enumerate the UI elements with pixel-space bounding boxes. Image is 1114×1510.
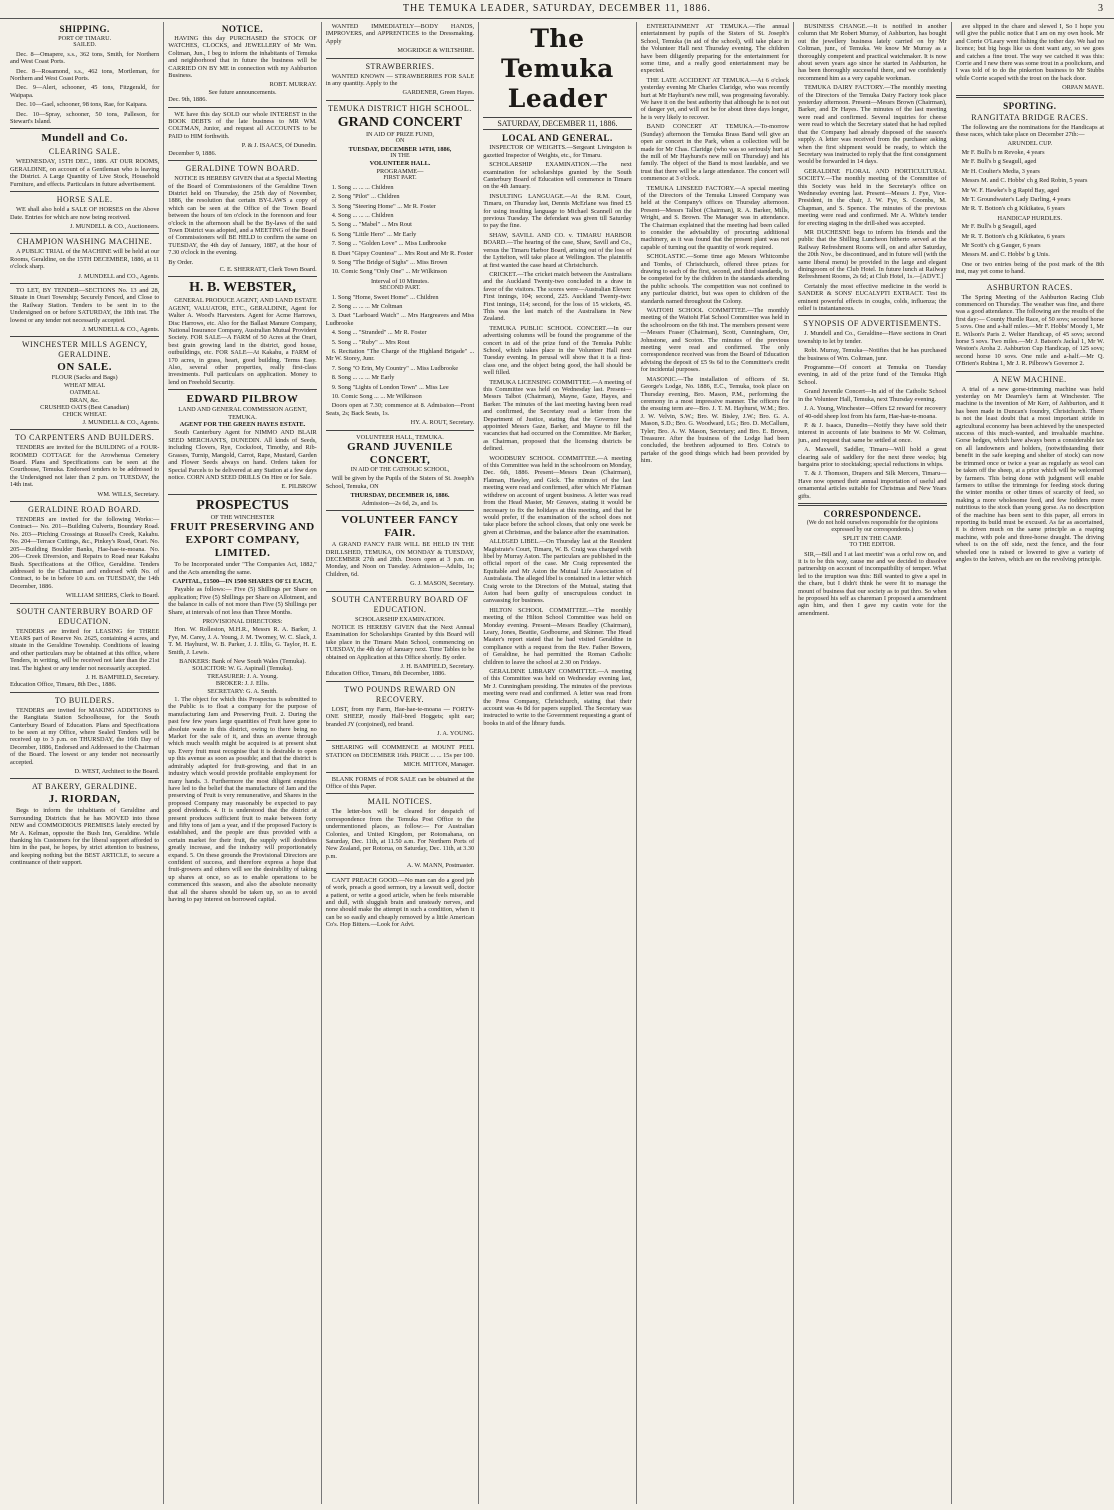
concert-date: TUESDAY, DECEMBER 14TH, 1886, xyxy=(348,145,452,153)
bankers: BANKERS: Bank of New South Wales (Temuka). xyxy=(179,658,306,665)
race-entry: Mr Scott's ch g Gauger, 6 years xyxy=(961,241,1041,249)
fancy-fair-text: A GRAND FANCY FAIR WILL BE HELD IN THE DRILLSHED, TEMUKA, ON MONDAY & TUESDAY, DECEMBER 27th and 28th. Doors open at 3 p.m. on Monday, and Noon on Tuesday. Admission—Adults, 1s; Children, 6d. xyxy=(325,541,475,578)
race-entry: Mr R. T. Botton's ch g Kikikatea, 6 years xyxy=(961,232,1065,240)
notice-heading: NOTICE. xyxy=(221,24,264,34)
wanted-text: WANTED IMMEDIATELY—BODY HANDS, IMPROVERS, and APPRENTICES to the Dressmaking. Apply xyxy=(325,23,475,45)
running-head-title: THE TEMUKA LEADER, SATURDAY, DECEMBER 11, 1886. xyxy=(402,3,712,14)
race-entry: Mr F. Bull's b g Seagull, aged xyxy=(961,158,1037,166)
rangitata-heading: RANGITATA BRIDGE RACES. xyxy=(971,112,1089,122)
shipping-item: Dec. 8—Omapere, s.s., 362 tons, Smith, for Northern and West Coast Ports. xyxy=(10,50,160,66)
concert-doors: Doors open at 7.30; commence at 8. Admission—Front Seats, 2s; Back Seats, 1s. xyxy=(325,402,475,417)
builders-sign: D. WEST, Architect to the Board. xyxy=(74,768,160,776)
notice-date: Dec. 9th, 1886. xyxy=(168,96,207,104)
letter-sign: ORPAN MAYE. xyxy=(1062,84,1105,92)
sold-date: December 9, 1886. xyxy=(168,149,217,157)
broker: BROKER: J. J. Ellis. xyxy=(215,680,270,688)
part2-heading: SECOND PART. xyxy=(379,285,421,292)
programme-item: 7. Song "O Erin, My Country" ... Miss Ludbrooke xyxy=(331,364,459,372)
to-let-text: TO LET, BY TENDER—SECTIONS No. 13 and 28, Situate in Orari Township; Securely Fenced, and Close to the Railway Station. Tenders to be sent in to the Undersigned on or before SATURDAY, the 18th inst. The lowest or any tender not necessarily accepted. xyxy=(10,286,160,324)
news-paragraph: Certainly the most effective medicine in the world is SANDER & SONS' EUCALYPTI EXTRACT. Test its eminent powerful effects in coughs, colds, influenza; the relief is instantaneous. xyxy=(798,282,947,313)
programme-item: 1. Song ... ... ... Children xyxy=(331,183,394,191)
hurdle-list xyxy=(956,223,1104,275)
scb-sign: J. H. BAMFIELD, Secretary. xyxy=(85,673,160,681)
company-secretary: SECRETARY: G. A. Smith. xyxy=(207,687,278,695)
juvenile-text: Will be given by the Pupils of the Sisters of St. Joseph's School, Temuka, ON xyxy=(325,475,475,490)
webster-heading: H. B. WEBSTER, xyxy=(189,280,296,296)
part1-heading: FIRST PART. xyxy=(383,175,417,182)
shipping-item: Dec. 10—Gael, schooner, 98 tons, Rae, for Kaipara. xyxy=(16,101,148,109)
mundell-heading: Mundell and Co. xyxy=(41,132,128,145)
machine-text: A trial of a new gorse-trimming machine was held yesterday on Mr Dearnley's farm at Winchester. The machine is the invention of Mr Kerr, of Ashburton, and it has been made in Duncan's foundry, Christchurch. There is not the least doubt that a most important stride in agricultural economy has been achieved by the unexpected success of this much-wanted, and invaluable machine. Gorse hedges, which have always been a considerable tax on all landowners and holders, (notwithstanding their benefit in the safe keeping and shelter of stock) can now be trimmed once or twice a year as regularly as wool can be taken off the sheep, at a price which will be welcomed by farmers. This being done with judgment will enable farmers to utilise the trimmings for feeding stock during the winter months or other times of scarcity of feed, so making a more wholesome feed, and few fodders more nutritious to the stock than young gorse. As no description of the machine has been sent to this paper, all errors in reporting its build must be excused. As far as ascertained, it is driven much on the same principle as a reaping machine, with pole and three-horse draught. The driving wheel is on the off side, next the fence, and the four wheeled one is raised or lowered to give a variety of angles to the knives, which are on the revolving principle. xyxy=(955,385,1105,563)
town-board-heading: GERALDINE TOWN BOARD. xyxy=(185,164,300,174)
on-sale-heading: ON SALE. xyxy=(57,361,113,374)
goods-item: FLOUR (Sacks and Bags) xyxy=(51,374,118,382)
builders-text: TENDERS are invited for MAKING ADDITIONS to the Rangitata Station Schoolhouse, for the South Canterbury Board of Education. Plans and Specifications to be seen at my Office, where Sealed Tenders will be received up to 3 p.m. on THURSDAY, the 16th Day of December, 1886, Endorsed and Addressed to the Chairman of the Board. The lowest or any tender not necessarily accepted. xyxy=(10,706,160,766)
machine-heading: A NEW MACHINE. xyxy=(992,374,1067,384)
news-paragraph: GERALDINE FLORAL AND HORTICULTURAL SOCIETY.—The monthly meeting of the Committee of this Society was held in the Secretary's office on Wednesday evening last. Present—Messrs J. Fye, Vice-President, in the chair, J. W. Fye, S. Coombs, M. Chapman, and S. Spence. The minutes of the previous meeting were read and confirmed. Mr A. White's tender for erecting staging in the drill-shed was accepted. xyxy=(798,167,947,227)
horse-sale-text: WE shall also hold a SALE OF HORSES on the Above Date. Entries for which are now being received. xyxy=(10,206,160,221)
prospectus-of: OF THE WINCHESTER xyxy=(210,513,275,521)
mail-sign: A. W. MANN, Postmaster. xyxy=(406,862,475,870)
treasurer: TREASURER: J. A. Young. xyxy=(207,672,278,680)
programme-item: 8. Duet "Gipsy Countess" ... Mrs Rout and Mr R. Foster xyxy=(331,249,474,257)
synopsis-item: Robt. Murray, Temuka—Notifies that he has purchased the business of Wm. Coltman, junr. xyxy=(798,347,947,362)
race-entry: Mr F. Bull's b g Seagull, aged xyxy=(961,223,1037,231)
shipping-heading: SHIPPING. xyxy=(59,24,110,34)
sailed-heading: SAILED. xyxy=(73,42,97,49)
news-paragraph: ALLEGED LIBEL.—On Thursday last at the Resident Magistrate's Court, Timaru, W. B. Craig was charged with libel by Murray Aston. The particulars are published in the official report of the case. Mr Craig represented the Equitable and Mr Aston the Mutual Life Association of Australasia. The alleged libel is contained in a letter which Craig wrote to the Directors of the Mutual, stating that Aston had been guilty of unscrupulous conduct in canvassing for business. xyxy=(483,538,632,605)
letter-text: SIR,—Bill and I at last meetin' was a orful row on, and it is to be this way, cause me and we decided to dissolve partnership on account of incompatibility of temper. What led to the irruption was this: Bill wanted to give a spel in the chare, but I didn't think he were fit to manage the mount of business that our society as to put thro. So when he proposed his self as chareman I proposed a amendment agin him, and then I gave my castin vote for the amendment. xyxy=(798,550,947,617)
news-paragraph: WOODBURY SCHOOL COMMITTEE.—A meeting of this Committee was held in the schoolroom on Monday, Dec. 6th, 1886. Present—Messrs Dean (Chairman), Flatman, Hawley, and Gick. The minutes of the last meeting were read and confirmed, after which Mr Flatman withdrew on account of urgent business. A letter was read from the Head Master, Mr Greaves, stating it would be necessary to fix the holidays at this meeting, and that he would prefer, if the examination of the school does not take place before the school closes, that only one week be given at Christmas, and the balance after the examination. xyxy=(483,454,632,536)
news-paragraph: SCHOLARSHIP EXAMINATION.—The next examination for scholarships granted by the South Canterbury Board of Education will commence in Timaru on the 4th January. xyxy=(483,161,632,191)
cant-preach-text: CAN'T PREACH GOOD.—No man can do a good job of work, preach a good sermon, try a lawsuit well, doctor a patient, or write a good article, when he feels miserable and dull, with sluggish brain and unsteady nerves, and none should make the attempt in such a condition, when it can be so easily and cheaply removed by a little American Co's. Hop Bitters.—Look for Advt. xyxy=(325,876,475,929)
goods-item: WHEAT MEAL xyxy=(63,381,106,389)
local-news-end xyxy=(798,23,946,312)
road-board-heading: GERALDINE ROAD BOARD. xyxy=(28,505,142,515)
carpenters-heading: TO CARPENTERS AND BUILDERS. xyxy=(15,433,155,443)
goods-item: CHICK WHEAT. xyxy=(62,411,107,419)
news-paragraph: HILTON SCHOOL COMMITTEE.—The monthly meeting of the Hilton School Committee was held on Monday evening. Present—Messrs Bradley (Chairman), Leary, Jones, Beattie, Godbourne, and Skinner. The Head Master's report stated that he had visited Geraldine in compliance with a request from the Rev. Father Bowers, of Geraldine, he had permitted the Roman Catholic children to leave the school at 2.30 on Fridays. xyxy=(483,606,632,666)
pilbrow-heading: EDWARD PILBROW xyxy=(186,393,299,406)
scb-text: TENDERS are invited for LEASING for THREE YEARS part of Reserve No. 2625, containing 4 acres, and situate in the Geraldine Township. Conditions of leasing and other particulars may be obtained at this office, where Tenders, in writing, will be received not later than the 21st inst. The highest or any tender not necessarily accepted. xyxy=(10,627,160,672)
sold-sign: P. & J. ISAACS, Of Dunedin. xyxy=(241,142,317,150)
part2-list xyxy=(326,294,474,401)
bakery-text: Begs to inform the inhabitants of Geraldine and Surrounding Districts that he has MOVED into those NEW and COMMODIOUS PREMISES lately erected by Mr A. Kelman, opposite the Bush Inn, Geraldine. While thanking his Customers for the liberal support afforded to him in the past, he hopes, by strict attention to business, and keeping nothing but the BEST ARTICLE, to secure a continuance of their support. xyxy=(10,807,160,867)
champion-text: A PUBLIC TRIAL of the MACHINE will be held at our Rooms, Geraldine, on the 15TH DECEMBER, 1886, at 11 o'clock sharp. xyxy=(10,248,160,271)
town-board-by: By Order. xyxy=(168,258,194,266)
solicitor: SOLICITOR: W. G. Aspinall (Temuka). xyxy=(192,665,293,673)
pilbrow-sub: LAND AND GENERAL COMMISSION AGENT, TEMUKA. xyxy=(178,406,307,421)
column-6 xyxy=(793,22,950,1504)
goods-item: CRUSHED OATS (Best Canadian) xyxy=(40,404,130,411)
race-entry: Mr F. Bull's b m Revoke, 4 years xyxy=(961,148,1045,156)
news-paragraph: INSPECTOR OF WEIGHTS.—Sergeant Livingston is gazetted Inspector of Weights, etc., for Timaru. xyxy=(483,144,632,159)
scb-date: Education Office, Timaru, 8th Dec., 1886. xyxy=(10,681,117,689)
webster-text: GENERAL PRODUCE AGENT, AND LAND ESTATE AGENT, VALUATOR, ETC., GERALDINE, Agent for Walter A. Wood's Harvesters. Agent for Acme Harrows, Disc Harrows, etc. Also for the Ballast Manure Company, National Insurance Company, Australian Mutual Provident Society. FOR SALE—A FARM of 50 Acres at the Orari, best grain growing land in the district, good house, outbuildings, etc. FOR SALE—At Kakahu, a FARM of 170 acres, in grass, heart, good building. Terms Easy. Also, several other properties, really first-class investments. Full particulars on application. Money to lend on Freehold Security. xyxy=(168,297,317,386)
strawberries-text: WANTED KNOWN — STRAWBERRIES FOR SALE in any quantity. Apply to the xyxy=(325,72,475,88)
concert-on: ON xyxy=(395,138,405,145)
champion-sign: J. MUNDELL and CO., Agents. xyxy=(78,272,160,280)
prospectus-intro: To be Incorporated under "The Companies Act, 1882," and the Acts amending the same. xyxy=(168,561,317,576)
exam-date: Education Office, Timaru, 8th December, 1886. xyxy=(325,670,446,678)
winchester-mills-heading: WINCHESTER MILLS AGENCY, GERALDINE. xyxy=(21,340,148,360)
high-school-heading: TEMUKA DISTRICT HIGH SCHOOL. xyxy=(328,103,472,113)
letter-title: SPLIT IN THE CAMP. xyxy=(842,534,902,542)
synopsis-list xyxy=(798,330,946,500)
news-paragraph: BUSINESS CHANGE.—It is notified in another column that Mr Robert Murray, of Ashburton, has bought out the jewellery business lately carried on by Mr Coltman, junr., of Temuka. We know Mr Murray as a thoroughly competent and practical watchmaker. It is now about seven years ago since he started in Ashburton, he has been thoroughly successful there, and we confidently recommend him as a very capable workman. xyxy=(798,23,947,82)
programme-item: 10. Comic Song ... ... Mr Wilkinson xyxy=(331,393,422,401)
correspondence-heading: CORRESPONDENCE. xyxy=(823,508,922,519)
to-let-sign: J. MUNDELL & CO., Agents. xyxy=(82,325,160,333)
race-entry: Mr H. Coulter's Media, 3 years xyxy=(961,167,1040,175)
part1-list xyxy=(326,184,474,276)
news-paragraph: SCHOLASTIC.—Some time ago Messrs Whitcombe and Tombs, of Christchurch, offered three prizes for drawing to each of the first, second, and third standards, to be competed for by the children in the standards attending the public schools. The competition was not confined to any particular district, but was open to children of the standards named throughout the Colony. xyxy=(640,253,790,305)
road-board-sign: WILLIAM SHIERS, Clerk to Board. xyxy=(65,592,160,600)
wanted-sign: MOGRIDGE & WILTSHIRE. xyxy=(397,47,475,55)
programme-item: 6. Recitation "The Charge of the Highland Brigade" ... Mr W. Storey, Junr. xyxy=(325,348,475,363)
sporting-heading: SPORTING. xyxy=(1003,100,1057,111)
news-paragraph: WAITOHI SCHOOL COMMITTEE.—The monthly meeting of the Waitohi Flat School Committee was held in the schoolroom on the 6th inst. The members present were—Messrs Fraser (Chairman), Scott, Cunningham, Orr, Johnstone, and Scoton. The minutes of the previous meeting were read and confirmed. The only correspondence received was from the Board of Education advising the deposit of £5 9s 6d to the Committee's credit for incidental purposes. xyxy=(640,307,790,374)
exam-sub: SCHOLARSHIP EXAMINATION. xyxy=(354,615,445,623)
hurdle-heading: HANDICAP HURDLES. xyxy=(997,214,1063,222)
concert-heading: GRAND CONCERT xyxy=(337,114,463,130)
local-news-continued xyxy=(641,23,789,465)
mail-heading: MAIL NOTICES. xyxy=(367,797,433,807)
blank-forms-text: BLANK FORMS of FOR SALE can be obtained at the Office of this Paper. xyxy=(325,775,475,791)
race-entry: Mr T. Groundwater's Lady Darling, 4 years xyxy=(961,195,1071,203)
news-paragraph: TEMUKA LINSEED FACTORY.—A special meeting of the Directors of the Temuka Linseed Company was held at the Company's offices on Thursday afternoon. Present—Messrs Talbot (Chairman), R. A. Barker, Mills, Wright, and S. Brown. The Manager was in attendance. The Chairman explained that the meeting had been called to consider the advisability of procuring additional machinery, as it was found that the present plant was not capable of turning out the quantity of work required. xyxy=(640,184,790,251)
synopsis-item: Programme—Of concert at Temuka on Tuesday evening, in aid of the prize fund of the Temuka High School. xyxy=(798,364,947,386)
local-news xyxy=(483,144,631,727)
news-paragraph: CRICKET.—The cricket match between the Australians and the Auckland Twenty-two concluded in a draw in favor of the visitors. The scores were—Australian Eleven: First innings, 104; second, 225. Auckland Twenty-two: First innings, 114; second, for the loss of 15 wickets, 45. This was the last match of the Australians in New Zealand. xyxy=(483,270,632,323)
strawberries-heading: STRAWBERRIES. xyxy=(365,61,435,71)
rangitata-text: The following are the nominations for the Handicaps at these races, which take place on December 27th:— xyxy=(955,123,1105,139)
interval: Interval of 10 Minutes. xyxy=(370,277,429,285)
newspaper-flag: The Temuka Leader xyxy=(501,24,614,113)
letter-continued: ave slipped in the chare and slewed I, So I hope you will give the public notice that I am on my own hook. Mr and Corrie O'Leary went fishing the tother day. We had no licence; but big hogs like us dont want any, so we goes and catches a fine trout. The way we catched it was this: Corrie and I new there was some trout in a poolickum, and I was told of to do the pinkerton business to Mr Stubbs while Corrie scaped with the trout on the back door. xyxy=(955,23,1105,82)
column-3 xyxy=(321,22,478,1504)
programme-item: 2. Song ... ... ... Mr Coltman xyxy=(331,302,403,310)
horse-sale-sign: J. MUNDELL & CO., Auctioneers. xyxy=(69,222,160,230)
programme-item: 3. Song "Steering Home" ... Mr R. Foster xyxy=(331,202,436,210)
synopsis-heading: SYNOPSIS OF ADVERTISEMENTS. xyxy=(803,319,942,329)
race-entry: Messrs M. and C. Hobbs' ch g Red Robin, 5 years xyxy=(961,177,1088,185)
sold-text: WE have this day SOLD our whole INTEREST in the BOOK DEBTS of the late business to MR WM. COLTMAN, Junior, and request all ACCOUNTS to be PAID to HIM forthwith. xyxy=(168,110,317,140)
juvenile-date: THURSDAY, DECEMBER 16, 1886. xyxy=(350,492,450,500)
news-paragraph: TEMUKA LICENSING COMMITTEE.—A meeting of this Committee was held on Wednesday last. Present—Messrs Talbot (Chairman), Mayne, Gaze, Hayes, and Barker. The minutes of the last meeting having been read and confirmed, the Secretary read a letter from the Department of Justice, stating that the Governor had appointed Messrs Gaze, Barker, and Mayne to fill the vacancies that had occurred on the Committee. Mr Barker, as Chairman, proposed that the licensing districts be defined. xyxy=(483,378,632,453)
pilbrow-agent: AGENT FOR THE GREEN HAYES ESTATE. xyxy=(179,421,306,429)
programme-item: 2. Song "Pilot" ... Children xyxy=(331,193,400,201)
news-paragraph: MR DUCHESNE begs to inform his friends and the public that the Shilling Luncheon hitherto served at the Railway Refreshment Rooms will, on and after Saturday, the 20th Nov., be discontinued, and in future will (with the same liberal menu) be provided in the large and elegant diningroom of the Club Hotel. In future lunch at Railway Refreshment Rooms, 2s 6d; at Club Hotel, 1s.—[ADVT.] xyxy=(798,228,947,281)
directors-text: Hon. W. Rolleston, M.H.R., Messrs R. A. Barker, J. Fye, M. Carey, J. A. Young, J. M. Twomey, W. C. Slack, J. T. M. Hayhurst, W. B. Parker, J. J. Ellis, G. Taylor, H. E. Smith, J. Lewis. xyxy=(168,626,317,656)
exam-heading: SOUTH CANTERBURY BOARD OF EDUCATION. xyxy=(331,594,469,614)
carpenters-text: TENDERS are invited for the BUILDING of a FOUR-ROOMED COTTAGE for the Arowhenua Cemetery Board. Plans and Specifications can be seen at the Courthouse, Temuka. Endorsed tenders to be addressed to the Undersigned not later than 2 p.m. on TUESDAY, the 14th inst. xyxy=(10,444,160,489)
horse-sale-heading: HORSE SALE. xyxy=(56,195,113,205)
programme-item: 9. Song "Lights of London Town" ... Miss Lee xyxy=(331,383,449,391)
clearing-sale-text: WEDNESDAY, 15TH DEC., 1886. AT OUR ROOMS, GERALDINE, on account of a Gentleman who is leaving the District. A Large Quantity of Live Stock, Household Furniture, and effects. Particulars in future advertisement. xyxy=(10,158,160,188)
goods-sign: J. MUNDELL & CO., Agents. xyxy=(82,418,160,426)
synopsis-item: J. Mundell and Co., Geraldine—Have sections in Orari township to let by tender. xyxy=(798,330,947,345)
fancy-fair-sign: G. J. MASON, Secretary. xyxy=(410,580,475,588)
news-paragraph: INSULTING LANGUAGE.—At the R.M. Court, Timaru, on Thursday last, Dennis McErlane was fined £5 for using insulting language to Michael Scannell on the previous Tuesday. The defendant was given till Saturday to pay the fine. xyxy=(483,192,632,230)
clearing-sale-heading: CLEARING SALE. xyxy=(48,147,121,157)
news-paragraph: ENTERTAINMENT AT TEMUKA.—The annual entertainment by pupils of the Sisters of St. Joseph's School, Temuka (in aid of the school), will take place in the Volunteer Hall next Thursday evening. The children have been diligently preparing for the entertainment for some time, and a really good entertainment may be expected. xyxy=(640,23,790,75)
bakery-heading: AT BAKERY, GERALDINE. xyxy=(31,782,138,792)
column-1 xyxy=(6,22,163,1504)
correspondence-note: (We do not hold ourselves responsible for the opinions expressed by our correspondents.) xyxy=(806,519,938,534)
road-board-text: TENDERS are invited for the following Works:— Contract— No. 201—Building Culverts, Boundary Road. No. 203—Pitching Crossings at Russell's Creek, Kakahu. No. 204—Terrace Cuttings, &c., Pinkey's Road, Orari. No. 205—Building Boulder Banks, Hae-hae-te-moana. No. 206—Creek Diversion, and Repairs to Road near Kakahu Bush. Specifications at the Office, Geraldine. Tenders addressed to the Chairman and endorsed with No. of Contract, to be in before 10 a.m. on TUESDAY, the 14th December, 1886. xyxy=(10,516,160,590)
carpenters-sign: WM. WILLS, Secretary. xyxy=(97,490,160,498)
news-paragraph: GERALDINE LIBRARY COMMITTEE.—A meeting of this Committee was held on Wednesday evening last, Mr J. Cunningham presiding. The minutes of the previous meeting were read and confirmed. A letter was read from the Press Company, Christchurch, stating that their account was 4s 8d for papers supplied. The Secretary was instructed to write to the Government requesting a grant of books in aid of the library funds. xyxy=(483,668,632,727)
juvenile-admission: Admission—2s 6d, 2s, and 1s. xyxy=(361,499,439,507)
shipping-item: Dec. 9—Alert, schooner, 45 tons, Fitzgerald, for Waipapa. xyxy=(10,84,160,99)
programme-item: 10. Comic Song "Only One" ... Mr Wilkinson xyxy=(331,268,447,276)
reward-text: LOST, from my Farm, Hae-hae-te-moana — FORTY-ONE SHEEP, mostly Half-bred Hoggets; split ear; branded JY (conjoined), red brand. xyxy=(325,705,475,728)
shearing-sign: MICH. MITTON, Manager. xyxy=(403,761,475,769)
pilbrow-sign: E. PILBROW xyxy=(281,483,317,491)
race-entry: Messrs M. and C. Hobbs' b g Unis. xyxy=(961,251,1050,259)
synopsis-item: T. & J. Thomson, Drapers and Silk Mercers, Timaru—Have now opened their annual importation of useful and ornamental articles suitable for Christmas and New Years gifts. xyxy=(798,470,947,500)
notice-sign: ROBT. MURRAY. xyxy=(269,81,317,89)
programme-item: 5. Song ... "Ruby" ... Mrs Rout xyxy=(331,338,410,346)
programme-item: 6. Song "Little Hero" ... Mr Early xyxy=(331,230,417,238)
synopsis-item: J. A. Young, Winchester—Offers £2 reward for recovery of 40-odd sheep lost from his farm, Hae-hae-te-moana. xyxy=(798,405,947,420)
scb-heading: SOUTH CANTERBURY BOARD OF EDUCATION. xyxy=(16,606,154,626)
concert-sign: HY. A. ROUT, Secretary. xyxy=(410,419,475,427)
town-board-sign: C. E. SHERRATT, Clerk Town Board. xyxy=(219,265,317,273)
dateline: SATURDAY, DECEMBER 11, 1886. xyxy=(483,117,631,130)
synopsis-item: Grand Juvenile Concert—In aid of the Catholic School in the Volunteer Hall, Temuka, next Thursday evening. xyxy=(798,388,947,403)
concert-sub: IN AID OF PRIZE FUND, xyxy=(365,130,434,138)
concert-hall: VOLUNTEER HALL. xyxy=(369,160,431,168)
ashburton-heading: ASHBURTON RACES. xyxy=(986,282,1073,292)
news-paragraph: THE LATE ACCIDENT AT TEMUKA.—At 6 o'clock yesterday evening Mr Charles Claridge, who was recently hurt at Mr Hayhurst's new mill, was progressing favorably. We have it on the best authority that although he is not out of danger yet, and will not be for about three days longer, he is very likely to recover. xyxy=(640,76,790,121)
reward-sign: J. A. YOUNG. xyxy=(437,730,475,737)
columns xyxy=(6,22,1108,1504)
mail-text: The letter-box will be cleared for despatch of correspondence from the Temuka Post Office to the undermentioned places, as follow:— For Australian Colonies, and United Kingdom, per Rotomahana, on Saturday, Dec. 11th, at 11.50 a.m. For Northern Ports of New Zealand, per Rotorua, on Saturday, Dec. 11th, at 3.30 p.m. xyxy=(325,808,475,860)
notice-sub: See future announcements. xyxy=(208,88,277,96)
news-paragraph: TEMUKA PUBLIC SCHOOL CONCERT.—In our advertising columns will be found the programme of the concert in aid of the prize fund of the Temuka Public School, which takes place in the Volunteer Hall next Tuesday evening. In perusal will show that it is a first-class one, and the object being good, the hall should be well filled. xyxy=(483,324,632,377)
ashburton-text: The Spring Meeting of the Ashburton Racing Club commenced on Thursday. The weather was fine, and there was a good attendance. The following are the results of the first day:— County Hurdle Race, of 50 sovs; second horse 5 sovs. One and a-half miles.—Mr F. Hobbs' Moody 1, Mr E. Wilson's Paris 2. Welter Handicap, of 45 sovs; second horse 5 sovs. Two miles.—Mr J. Batson's Jackal 1, Mr W. Weston's Aroha 2. Ashburton Cup Handicap, of 125 sovs; second horse 10 sovs. One mile and a-half.—Mr Q. O'Brien's Rubina 1, Mr J. R. Pilbrow's Governor 2. xyxy=(955,293,1105,368)
capital-heading: CAPITAL, £1500—IN 1500 SHARES OF £1 EACH, xyxy=(172,577,313,585)
programme-heading: PROGRAMME— xyxy=(376,167,424,175)
directors-heading: PROVISIONAL DIRECTORS: xyxy=(202,617,283,625)
capital-text: Payable as follows:— Five (5) Shillings per Share on application; Five (5) Shillings per Share on Allotment, and the balance in calls of not more than Five (5) Shillings per Share, at intervals of not less than Three Months. xyxy=(168,586,317,616)
programme-item: 1. Song "Home, Sweet Home" ... Children xyxy=(331,293,439,301)
column-4 xyxy=(478,22,635,1504)
programme-item: 9. Song "The Bridge of Sighs" ... Miss Brown xyxy=(331,258,448,266)
race-entry: One or two entries being of the post mark of the 8th inst, may yet come to hand. xyxy=(955,260,1105,276)
programme-item: 7. Song ... "Golden Love" ... Miss Ludbrooke xyxy=(331,240,447,248)
news-paragraph: BAND CONCERT AT TEMUKA.—To-morrow (Sunday) afternoon the Temuka Brass Band will give an open air concert in the Park, when a collection will be made for Mr Chas. Claridge (who was so seriously hurt at the mill of Mr Hayhurst's new mill on Thursday) and his family. The object of the Band is most laudable, and we trust that there will be a large attendance. The concert will commence at 3 o'clock. xyxy=(640,123,790,183)
pilbrow-text: South Canterbury Agent for NIMMO AND BLAIR SEED MERCHANTS, DUNEDIN. All kinds of Seeds, including Clovers, Rye, Cocksfoot, Timothy, and Rib-Grasses, Turnip, Mangold, Carrot, Rape, Mustard, Garden and Flower Seeds always on hand. Orders taken for Special Parcels to be delivered at any Station at a few days notice. CORN AND SEED DRILLS On Hire or for Sale. xyxy=(168,429,317,481)
race-entry: Mr W. F. Hawke's b g Rapid Bay, aged xyxy=(961,186,1060,194)
juvenile-heading: GRAND JUVENILE CONCERT, xyxy=(347,441,453,467)
notice-text: HAVING this day PURCHASED the STOCK OF WATCHES, CLOCKS, and JEWELLERY of Mr Wm. Coltman, Jun., I beg to inform the inhabitants of Temuka and neighborhood that in future the business will be CARRIED ON BY ME in connection with my Ashburton Business. xyxy=(168,35,317,80)
goods-item: OATMEAL xyxy=(69,389,100,397)
bakery-name: J. RIORDAN, xyxy=(48,793,121,806)
programme-item: 8. Song ... ... ... Mr Early xyxy=(331,374,395,382)
shipping-list xyxy=(10,51,159,126)
synopsis-item: A. Maxwell, Saddler, Timaru—Will hold a great clearing sale of saddlery for the next three weeks; big bargains prior to stocktaking; special reductions in whips. xyxy=(798,446,947,468)
programme-item: 4. Song ... ... ... Children xyxy=(331,211,394,219)
programme-item: 3. Duet "Larboard Watch" ... Mrs Hargreaves and Miss Ludbrooke xyxy=(325,312,475,327)
news-paragraph: SHAW, SAVILL AND CO. v. TIMARU HARBOR BOARD.—The hearing of the case, Shaw, Savill and Co., versus the Timaru Harbor Board, arising out of the loss of the Lyttelton, will take place at Wellington. The plaintiffs at first wanted the case heard at Christchurch. xyxy=(483,231,632,269)
column-7 xyxy=(951,22,1108,1504)
exam-sign: J. H. BAMFIELD, Secretary. xyxy=(400,662,475,670)
page-number: 3 xyxy=(1098,3,1104,14)
news-paragraph: TEMUKA DAIRY FACTORY.—The monthly meeting of the Directors of the Temuka Dairy Factory took place yesterday afternoon. Present—Messrs Brown (Chairman), Barker, and Dr Hayes. The minutes of the last meeting were read and confirmed. Several inquiries for cheese were read to which the Secretary stated that he had replied that the Company had already disposed of the season's supply. A letter was received from the purchaser asking when the first shipment would be ready, to which the Secretary was instructed to reply that the first consignment would be forwarded in 14 days. xyxy=(798,84,947,166)
port-heading: PORT OF TIMARU. xyxy=(58,35,112,42)
column-5 xyxy=(636,22,793,1504)
shipping-item: Dec. 10—Spray, schooner, 50 tons, Palleson, for Stewart's Island. xyxy=(10,110,160,126)
programme-item: 5. Song ... "Mabel" ... Mrs Rout xyxy=(331,221,412,229)
champion-heading: CHAMPION WASHING MACHINE. xyxy=(17,237,153,247)
arundel-list xyxy=(956,149,1104,213)
town-board-text: NOTICE IS HEREBY GIVEN that at a Special Meeting of the Board of Commissioners of the Geraldine Town District held on Thursday, the 25th day of November, 1886, the resolution that certain BY-LAWS a copy of which can be seen at the Office of the Town Board between the hours of ten o'clock in the forenoon and four o'clock in the afternoon shall be the By-laws of the said Town District was adopted, and a MEETING of the Board of Commissioners will BE HELD to confirm the same on TUESDAY, the 4th day of January, 1887, at the hour of 7.30 o'clock in the evening. xyxy=(168,175,317,257)
shipping-item: Dec. 8—Rosamond, s.s., 462 tons, Mortleman, for Northern and West Coast Ports. xyxy=(10,67,160,83)
builders-heading: TO BUILDERS. xyxy=(54,695,115,705)
concert-in: IN THE xyxy=(390,153,410,160)
synopsis-item: P. & J. Isaacs, Dunedin—Notify they have sold their interest in accounts of late business to Mr W. Coltman, jun., and request that same be settled at once. xyxy=(798,421,947,444)
fancy-fair-heading: VOLUNTEER FANCY FAIR. xyxy=(341,514,459,540)
arundel-heading: ARUNDEL CUP. xyxy=(1007,140,1053,148)
strawberries-sign: GARDENER, Green Hayes. xyxy=(402,89,475,97)
prospectus-company: FRUIT PRESERVING AND EXPORT COMPANY, LIMITED. xyxy=(170,521,315,560)
local-general-heading: LOCAL AND GENERAL. xyxy=(502,133,613,144)
goods-item: BRAN, &c. xyxy=(69,396,100,404)
news-paragraph: MASONIC.—The installation of officers of St. George's Lodge, No. 1886, E.C., Temuka, took place on Thursday evening, Bro. Mason, P.M., performing the ceremony in a most impressive manner. The officers for the ensuing term are—Bro. J. T. M. Hayhurst, W.M.; Bro. J. W. Velvin, S.W.; Bro. W. Bisley, J.W.; Bro. G. A. Mason, S.D.; Bro. G. Woodward, I.G.; Bro. D. McCallum, Tyler; Bro. A. W. Mason, Secretary; and Bro. E. Brown, Treasurer. After the business of the Lodge had been concluded, the brethren adjourned to Bro. Coira's to partake of the good things which had been provided by him. xyxy=(640,375,790,465)
prospectus-body: 1. The object for which this Prospectus is submitted to the Public is to float a company for the purpose of manufacturing Jam and Preserving Fruit. 2. During the past few few years large quantities of Fruit have gone to absolute waste in this district, owing to there being no Market for the sale of it, and thus an avenue through which much wealth might be acquired is at present shut up. Every fruit must recognise that it is desirable to open up this avenue as soon as possible; and that the district is admirably adapted for fruit-growing, and that in an industry which would provide profitable employment for many hands. 3. Furthermore the most diligent enquiries have led to the belief that the manufacture of Jam and the preserving of Fruit is very remunerative, and Shares in the proposed Company may reasonably be expected to pay good dividends. 4. It is understood that the district at present produces sufficient fruit to make between forty and fifty tons of jam a year, and if the proposed Factory is established, and the people are thus provided with a certain market for their fruit, the supply will doubtless greatly increase, and the industry will proportionately expand. 5. On these grounds the Provisional Directors are confident of success, and therefore express a hope that fruit-growers and others will see the desirability of taking up shares at once, so as to enable operations to be commenced this season, and also the absolute necessity that all the shares should be taken up, so as to avoid having to pay interest on borrowed capital. xyxy=(168,696,317,903)
juvenile-hall: VOLUNTEER HALL, TEMUKA. xyxy=(356,433,444,441)
juvenile-sub: IN AID OF THE CATHOLIC SCHOOL, xyxy=(350,467,450,474)
prospectus-heading: PROSPECTUS xyxy=(196,497,289,513)
race-entry: Mr R. T. Botton's ch g Kikikatea, 6 years xyxy=(961,205,1065,213)
programme-item: 4. Song ... "Stranded" ... Mr R. Foster xyxy=(331,329,427,337)
letter-to: TO THE EDITOR. xyxy=(849,542,896,549)
goods-list xyxy=(10,374,159,418)
exam-text: NOTICE IS HEREBY GIVEN that the Next Annual Examination for Scholarships Granted by this Board will take place in the Timaru Main School, commencing on TUESDAY, the 4th day of January next. Time Tables to be obtained on Application at this Office shortly. By order. xyxy=(325,623,475,661)
column-2 xyxy=(163,22,320,1504)
reward-heading: TWO POUNDS REWARD ON RECOVERY. xyxy=(344,684,456,704)
shearing-text: SHEARING will COMMENCE at MOUNT PEEL STATION on DECEMBER 16th. PRICE ... ... 15s per 100. xyxy=(325,744,475,759)
running-head xyxy=(0,0,1114,19)
